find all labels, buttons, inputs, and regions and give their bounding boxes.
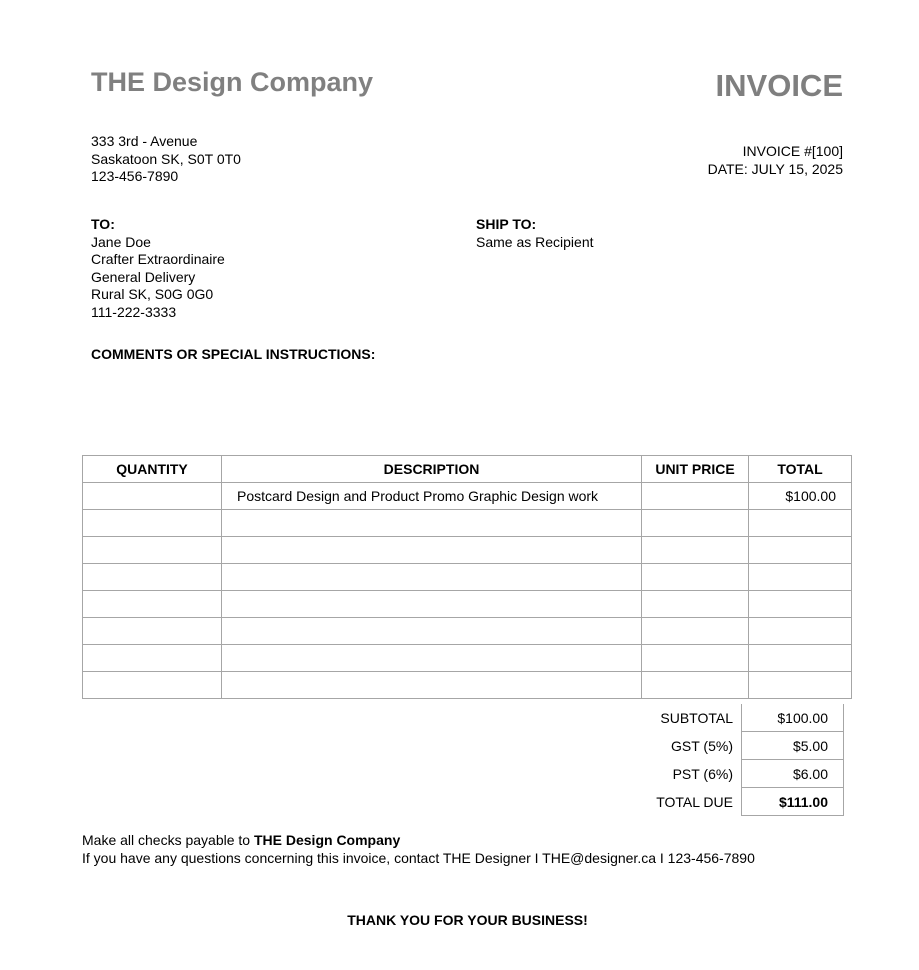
checks-prefix: Make all checks payable to	[82, 832, 254, 848]
cell-description	[222, 510, 642, 537]
bill-to-line: General Delivery	[91, 268, 196, 285]
cell-description	[222, 618, 642, 645]
thank-you-message: THANK YOU FOR YOUR BUSINESS!	[347, 912, 588, 928]
cell-unit-price	[642, 672, 749, 699]
gst-value: $5.00	[741, 732, 844, 760]
cell-quantity	[83, 591, 222, 618]
total-due-label: TOTAL DUE	[656, 794, 733, 810]
cell-total: $100.00	[749, 483, 852, 510]
subtotal-label: SUBTOTAL	[660, 710, 733, 726]
invoice-date: DATE: JULY 15, 2025	[707, 160, 843, 177]
subtotal-value: $100.00	[741, 704, 844, 732]
ship-to-line: Same as Recipient	[476, 233, 594, 250]
cell-unit-price	[642, 537, 749, 564]
cell-unit-price	[642, 564, 749, 591]
bill-to-line: 111-222-3333	[91, 303, 177, 320]
cell-quantity	[83, 645, 222, 672]
bill-to-label: TO:	[91, 216, 115, 232]
cell-quantity	[83, 618, 222, 645]
header-unit-price: UNIT PRICE	[642, 456, 749, 483]
cell-total	[749, 618, 852, 645]
table-row	[83, 483, 852, 510]
totals-block	[620, 704, 852, 816]
total-due-value: $111.00	[741, 788, 844, 816]
bill-to-line: Jane Doe	[91, 233, 151, 250]
cell-unit-price	[642, 483, 749, 510]
invoice-meta	[708, 143, 843, 178]
bill-to-line: Rural SK, S0G 0G0	[91, 286, 214, 302]
table-row	[83, 564, 852, 591]
cell-description: Postcard Design and Product Promo Graphic Design work	[222, 483, 642, 510]
cell-total	[749, 510, 852, 537]
cell-quantity	[83, 564, 222, 591]
table-row	[83, 591, 852, 618]
checks-company: THE Design Company	[253, 832, 401, 848]
gst-row	[620, 732, 852, 760]
header-quantity: QUANTITY	[83, 456, 222, 483]
sender-phone: 123-456-7890	[91, 168, 179, 184]
cell-unit-price	[642, 645, 749, 672]
cell-description	[222, 537, 642, 564]
header-total: TOTAL	[749, 456, 852, 483]
bill-to-block	[91, 216, 225, 321]
bill-to-line: Crafter Extraordinaire	[91, 251, 225, 267]
cell-quantity	[83, 537, 222, 564]
cell-total	[749, 645, 852, 672]
checks-payable-line	[82, 832, 755, 850]
subtotal-row	[620, 704, 852, 732]
comments-label: COMMENTS OR SPECIAL INSTRUCTIONS:	[91, 346, 376, 362]
table-row	[83, 672, 852, 699]
sender-address	[91, 133, 241, 186]
cell-quantity	[83, 510, 222, 537]
pst-label: PST (6%)	[672, 766, 733, 782]
cell-total	[749, 591, 852, 618]
table-row	[83, 510, 852, 537]
sender-city: Saskatoon SK, S0T 0T0	[91, 150, 241, 167]
table-header-row	[83, 456, 852, 483]
sender-street: 333 3rd - Avenue	[91, 133, 198, 149]
invoice-number: INVOICE #[100]	[742, 143, 843, 159]
ship-to-label: SHIP TO:	[476, 216, 537, 232]
cell-total	[749, 672, 852, 699]
total-due-row	[620, 788, 852, 816]
gst-label: GST (5%)	[671, 738, 733, 754]
contact-line: If you have any questions concerning this invoice, contact THE Designer I THE@designer.ca I 123-456-7890	[82, 849, 755, 866]
table-row	[83, 645, 852, 672]
cell-unit-price	[642, 618, 749, 645]
footer-notes	[82, 832, 755, 867]
company-name: THE Design Company	[91, 67, 374, 97]
pst-row	[620, 760, 852, 788]
document-title: INVOICE	[715, 68, 843, 103]
table-row	[83, 618, 852, 645]
cell-total	[749, 537, 852, 564]
cell-description	[222, 591, 642, 618]
table-row	[83, 537, 852, 564]
cell-description	[222, 645, 642, 672]
line-items-table	[82, 455, 852, 699]
cell-quantity	[83, 672, 222, 699]
cell-unit-price	[642, 510, 749, 537]
cell-description	[222, 564, 642, 591]
cell-quantity	[83, 483, 222, 510]
header-description: DESCRIPTION	[222, 456, 642, 483]
cell-description	[222, 672, 642, 699]
pst-value: $6.00	[741, 760, 844, 788]
ship-to-block	[476, 216, 594, 251]
cell-total	[749, 564, 852, 591]
cell-unit-price	[642, 591, 749, 618]
